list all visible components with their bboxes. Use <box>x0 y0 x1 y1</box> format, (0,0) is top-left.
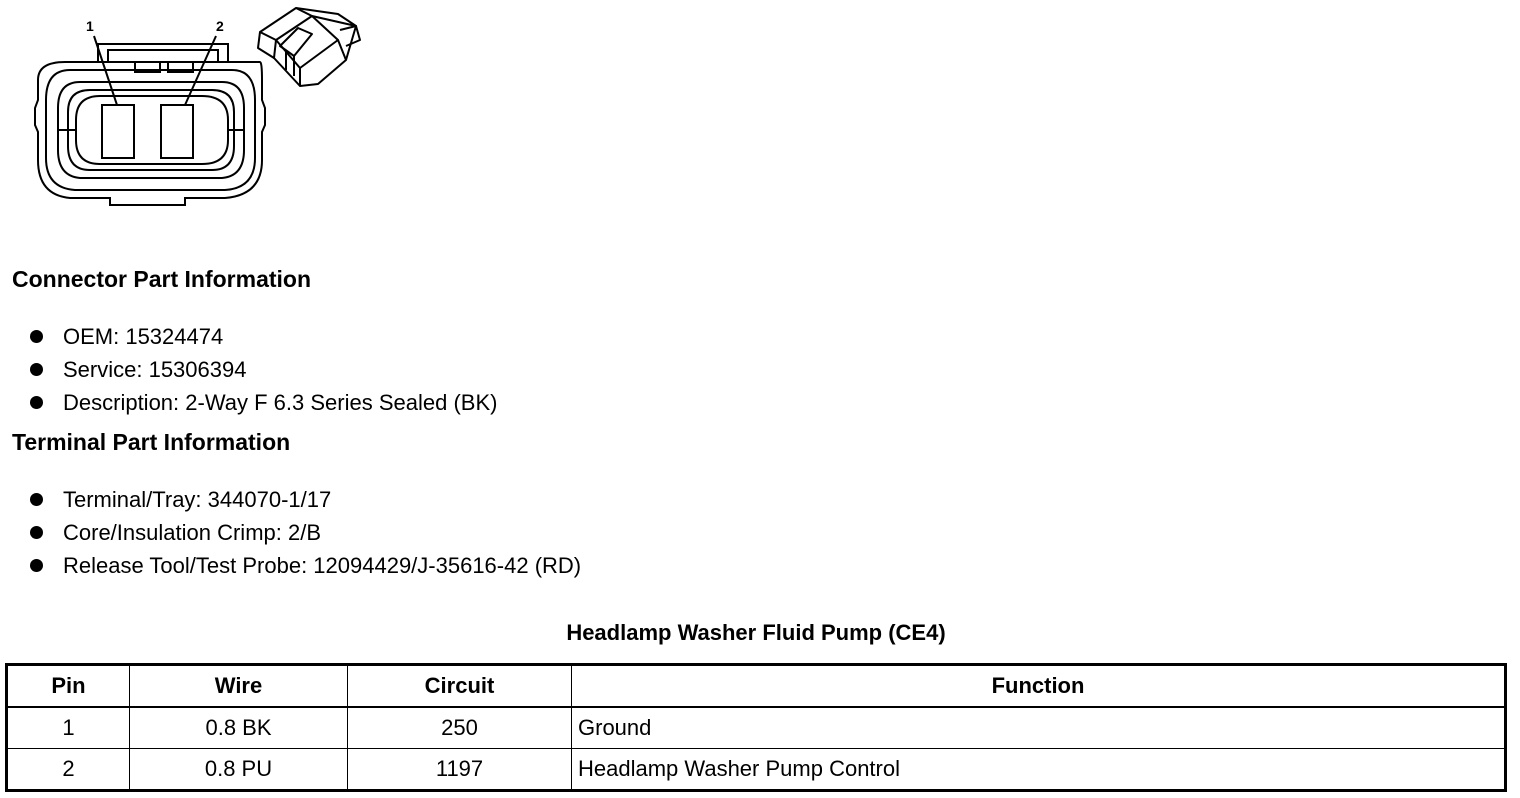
connector-service-text: Service: 15306394 <box>63 356 247 382</box>
connector-isometric-illustration <box>258 8 360 86</box>
table-header-row <box>7 665 1506 708</box>
connector-description-text: Description: 2-Way F 6.3 Series Sealed (BK) <box>63 389 498 415</box>
terminal-tray-text: Terminal/Tray: 344070-1/17 <box>63 486 332 512</box>
cell-circuit: 250 <box>348 707 572 749</box>
connector-face-diagram <box>0 0 380 215</box>
pin-table-title: Headlamp Washer Fluid Pump (CE4) <box>566 620 946 645</box>
column-header-wire: Wire <box>130 665 348 708</box>
column-header-pin: Pin <box>7 665 130 708</box>
list-item <box>30 386 497 419</box>
terminal-cavity-2 <box>161 105 193 158</box>
connector-oem-text: OEM: 15324474 <box>63 323 224 349</box>
bullet-icon <box>30 363 43 376</box>
table-row <box>7 707 1506 749</box>
table-row <box>7 749 1506 791</box>
pin-2-label: 2 <box>216 18 224 34</box>
cell-pin: 2 <box>7 749 130 791</box>
list-item <box>30 353 497 386</box>
terminal-insert <box>76 96 228 164</box>
cell-function: Headlamp Washer Pump Control <box>572 749 1506 791</box>
cell-function: Ground <box>572 707 1506 749</box>
list-item <box>30 320 497 353</box>
bullet-icon <box>30 396 43 409</box>
bullet-icon <box>30 330 43 343</box>
list-item <box>30 516 581 549</box>
terminal-cavity-1 <box>102 105 134 158</box>
terminal-part-information-list <box>30 483 581 582</box>
release-tool-text: Release Tool/Test Probe: 12094429/J-35616-42 (RD) <box>63 552 582 578</box>
terminal-part-information-heading: Terminal Part Information <box>12 429 291 455</box>
list-item <box>30 549 581 582</box>
cell-wire: 0.8 BK <box>130 707 348 749</box>
bullet-icon <box>30 493 43 506</box>
cell-circuit: 1197 <box>348 749 572 791</box>
list-item <box>30 483 581 516</box>
connector-part-information-heading: Connector Part Information <box>12 266 312 292</box>
column-header-circuit: Circuit <box>348 665 572 708</box>
bullet-icon <box>30 559 43 572</box>
pin-1-label: 1 <box>86 18 94 34</box>
connector-part-information-list <box>30 320 497 419</box>
bullet-icon <box>30 526 43 539</box>
core-insulation-crimp-text: Core/Insulation Crimp: 2/B <box>63 519 321 545</box>
cell-pin: 1 <box>7 707 130 749</box>
pin-table <box>5 663 1507 792</box>
cell-wire: 0.8 PU <box>130 749 348 791</box>
column-header-function: Function <box>572 665 1506 708</box>
